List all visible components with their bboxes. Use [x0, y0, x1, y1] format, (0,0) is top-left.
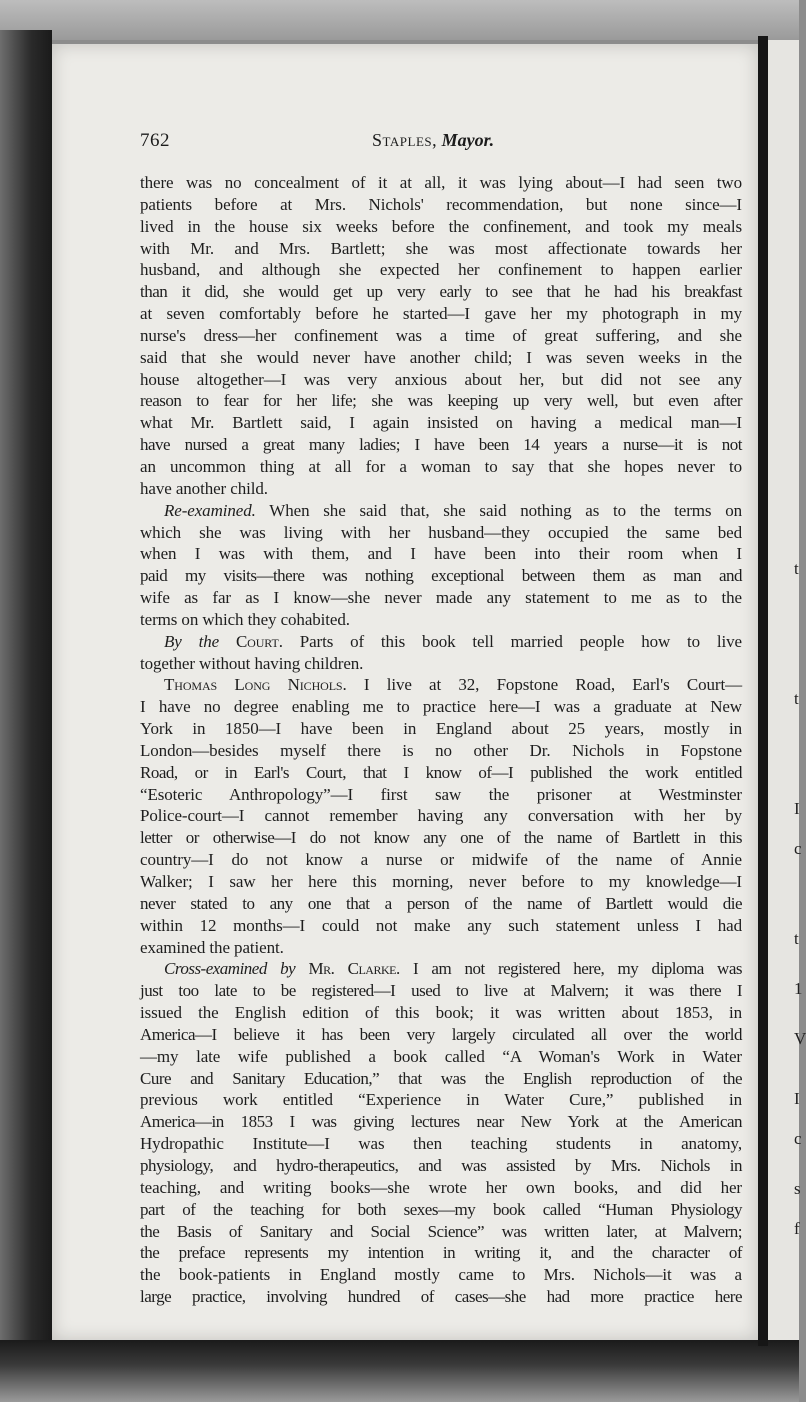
text-line: America—in 1853 I was giving lectures near New York at the American — [140, 1112, 742, 1132]
text-line: wife as far as I know—she never made any statement to me as to the — [140, 588, 742, 608]
facing-page-fragment: V — [794, 1029, 806, 1048]
text-run: Parts of this book tell married people how to live — [299, 631, 743, 651]
text-line: at seven comfortably before he started—I gave her my photograph in my — [140, 304, 742, 324]
text-line: have nursed a great many ladies; I have been 14 years a nurse—it is not — [140, 435, 742, 455]
text-line: what Mr. Bartlett said, I again insisted on having a medical man—I — [140, 413, 742, 433]
facing-page-edge — [768, 40, 806, 1340]
text-line: nurse's dress—her confinement was a time of great suffering, and she — [140, 325, 742, 345]
text-line: lived in the house six weeks before the confinement, and took my meals — [140, 216, 742, 236]
text-line: which she was living with her husband—they occupied the same bed — [140, 522, 742, 542]
text-line: large practice, involving hundred of cases—she had more practice here — [140, 1287, 742, 1307]
text-line — [140, 631, 742, 653]
book-spine-shadow — [0, 30, 52, 1370]
text-line: than it did, she would get up very early to see that he had his breakfast — [140, 282, 742, 302]
text-line: the book-patients in England mostly came to Mrs. Nichols—it was a — [140, 1265, 742, 1285]
text-line: husband, and although she expected her confinement to happen earlier — [140, 260, 742, 280]
text-line — [140, 674, 742, 696]
text-line: examined the patient. — [140, 937, 284, 957]
text-line: I have no degree enabling me to practice here—I was a graduate at New — [140, 697, 742, 717]
text-line: with Mr. and Mrs. Bartlett; she was most affectionate towards her — [140, 238, 742, 258]
cross-examined-label: Cross-examined by — [164, 959, 296, 979]
text-line: said that she would never have another child; I was seven weeks in the — [140, 347, 742, 367]
facing-page-fragment: 1 — [794, 979, 803, 998]
text-line: physiology, and hydro-therapeutics, and was assisted by Mrs. Nichols in — [140, 1155, 742, 1175]
text-line: there was no concealment of it at all, it was lying about—I had seen two — [140, 173, 742, 192]
body-text — [140, 172, 742, 1308]
facing-page-fragment: t — [794, 689, 799, 708]
text-line: Road, or in Earl's Court, that I know of—I published the work entitled — [140, 762, 742, 782]
counsel-name: Mr. Clarke. — [308, 959, 400, 979]
running-head-title — [372, 130, 494, 151]
scan-bottom-edge — [0, 1340, 799, 1402]
facing-page-fragment: c — [794, 1129, 802, 1148]
text-line: issued the English edition of this book; it was written about 1853, in — [140, 1003, 742, 1023]
running-head-surname: Staples, — [372, 130, 438, 150]
text-line: letter or otherwise—I do not know any one of the name of Bartlett in this — [140, 828, 742, 848]
facing-page-fragment: t — [794, 559, 799, 578]
text-line: Walker; I saw her here this morning, never before to my knowledge—I — [140, 872, 742, 891]
running-head — [140, 130, 740, 154]
facing-page-fragment: c — [794, 839, 802, 858]
text-line: when I was with them, and I have been into their room when I — [140, 544, 742, 564]
re-examined-label: Re-examined. — [164, 500, 256, 520]
text-line: London—besides myself there is no other Dr. Nichols in Fopstone — [140, 740, 742, 760]
page-number: 762 — [140, 130, 170, 151]
facing-page-fragment: f — [794, 1219, 800, 1238]
text-line: America—I believe it has been very largely circulated all over the world — [140, 1024, 742, 1044]
text-line — [140, 500, 742, 522]
facing-page-fragment: I — [794, 1089, 800, 1108]
text-line: within 12 months—I could not make any such statement unless I had — [140, 915, 742, 935]
text-line: just too late to be registered—I used to live at Malvern; it was there I — [140, 981, 742, 1001]
running-head-office: Mayor. — [441, 130, 495, 150]
text-line: an uncommon thing at all for a woman to say that she hopes never to — [140, 456, 742, 476]
text-line: —my late wife published a book called “A Woman's Work in Water — [140, 1046, 742, 1066]
text-line: the preface represents my intention in writing it, and the character of — [140, 1243, 742, 1263]
facing-page-fragment: t — [794, 929, 799, 948]
text-line: Hydropathic Institute—I was then teaching students in anatomy, — [140, 1134, 742, 1154]
text-line: never stated to any one that a person of the name of Bartlett would die — [140, 893, 742, 913]
text-line: country—I do not know a nurse or midwife of the name of Annie — [140, 850, 742, 870]
page-gutter — [758, 36, 768, 1346]
text-line: Cure and Sanitary Education,” that was the English reproduction of the — [140, 1068, 742, 1088]
text-line: house altogether—I was very anxious about her, but did not see any — [140, 369, 742, 389]
text-line: part of the teaching for both sexes—my book called “Human Physiology — [140, 1199, 742, 1219]
text-line: previous work entitled “Experience in Water Cure,” published in — [140, 1090, 742, 1110]
text-line: the Basis of Sanitary and Social Science” was written later, at Malvern; — [140, 1221, 742, 1241]
text-run: I am not registered here, my diploma was — [412, 959, 742, 979]
text-line: have another child. — [140, 478, 268, 498]
text-line: together without having children. — [140, 653, 364, 673]
text-run: I live at 32, Fopstone Road, Earl's Court— — [363, 675, 742, 695]
facing-page-fragment: I — [794, 799, 800, 818]
text-line: paid my visits—there was nothing exceptional between them as man and — [140, 566, 742, 586]
court-label: Court. — [235, 631, 283, 651]
by-the-label: By the — [164, 631, 220, 651]
text-line: reason to fear for her life; she was keeping up very well, but even after — [140, 391, 742, 411]
scan-top-edge — [0, 0, 799, 40]
witness-name: Thomas Long Nichols. — [164, 675, 347, 695]
text-line: “Esoteric Anthropology”—I first saw the prisoner at Westminster — [140, 784, 742, 804]
text-line: teaching, and writing books—she wrote her own books, and did her — [140, 1177, 742, 1197]
text-line: patients before at Mrs. Nichols' recommendation, but none since—I — [140, 194, 742, 214]
text-run: When she said that, she said nothing as to the terms on — [269, 500, 742, 520]
facing-page-fragment: s — [794, 1179, 801, 1198]
text-line: York in 1850—I have been in England about 25 years, mostly in — [140, 719, 742, 739]
text-line: Police-court—I cannot remember having any conversation with her by — [140, 806, 742, 826]
text-line: terms on which they cohabited. — [140, 609, 350, 629]
text-line — [140, 958, 742, 980]
